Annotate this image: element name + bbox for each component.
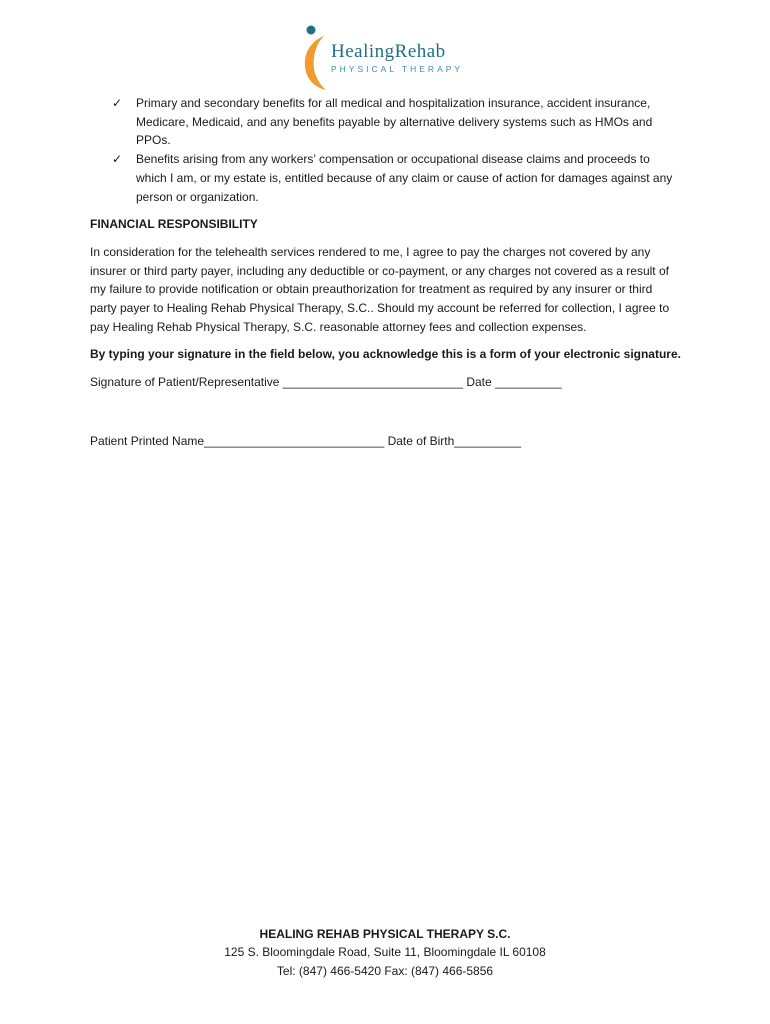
page-footer: [0, 925, 770, 980]
check-icon: ✓: [112, 152, 123, 167]
benefit-text: Primary and secondary benefits for all medical and hospitalization insurance, accident insurance, Medicare, Medicaid, and any benefits payable by alternative delivery systems such as HMOs and PPOs.: [136, 96, 653, 148]
financial-paragraph: In consideration for the telehealth services rendered to me, I agree to pay the charges not covered by any insurer or third party payer, including any deductible or co-payment, or any charges not covered as a result of my failure to provide notification or obtain preauthorization for treatment as required by any insurer or third party payer to Healing Rehab Physical Therapy, S.C.. Should my account be referred for collection, I agree to pay Healing Rehab Physical Therapy, S.C. reasonable attorney fees and collection expenses.: [90, 244, 670, 334]
footer-contact: Tel: (847) 466-5420 Fax: (847) 466-5856: [276, 963, 494, 978]
logo-name: HealingRehab: [331, 41, 446, 62]
printed-name-field[interactable]: Patient Printed Name___________________________ Date of Birth__________: [90, 433, 522, 448]
document-body: [90, 94, 682, 451]
footer-address: 125 S. Bloomingdale Road, Suite 11, Bloomingdale IL 60108: [224, 945, 546, 960]
logo-subtitle: PHYSICAL THERAPY: [331, 64, 464, 74]
section-heading: FINANCIAL RESPONSIBILITY: [90, 217, 258, 232]
list-item: [90, 150, 682, 206]
list-item: [90, 94, 682, 150]
acknowledgement-text: By typing your signature in the field below, you acknowledge this is a form of your electronic signature.: [90, 347, 681, 362]
company-logo: [298, 22, 478, 94]
footer-company-name: HEALING REHAB PHYSICAL THERAPY S.C.: [259, 927, 511, 941]
benefit-text: Benefits arising from any workers’ compensation or occupational disease claims and proceeds to which I am, or my estate is, entitled because of any claim or cause of action for damages against any person or organization.: [136, 152, 673, 204]
check-icon: ✓: [112, 96, 123, 110]
signature-field[interactable]: Signature of Patient/Representative ___________________________ Date __________: [90, 375, 562, 390]
benefits-list: [90, 94, 682, 206]
